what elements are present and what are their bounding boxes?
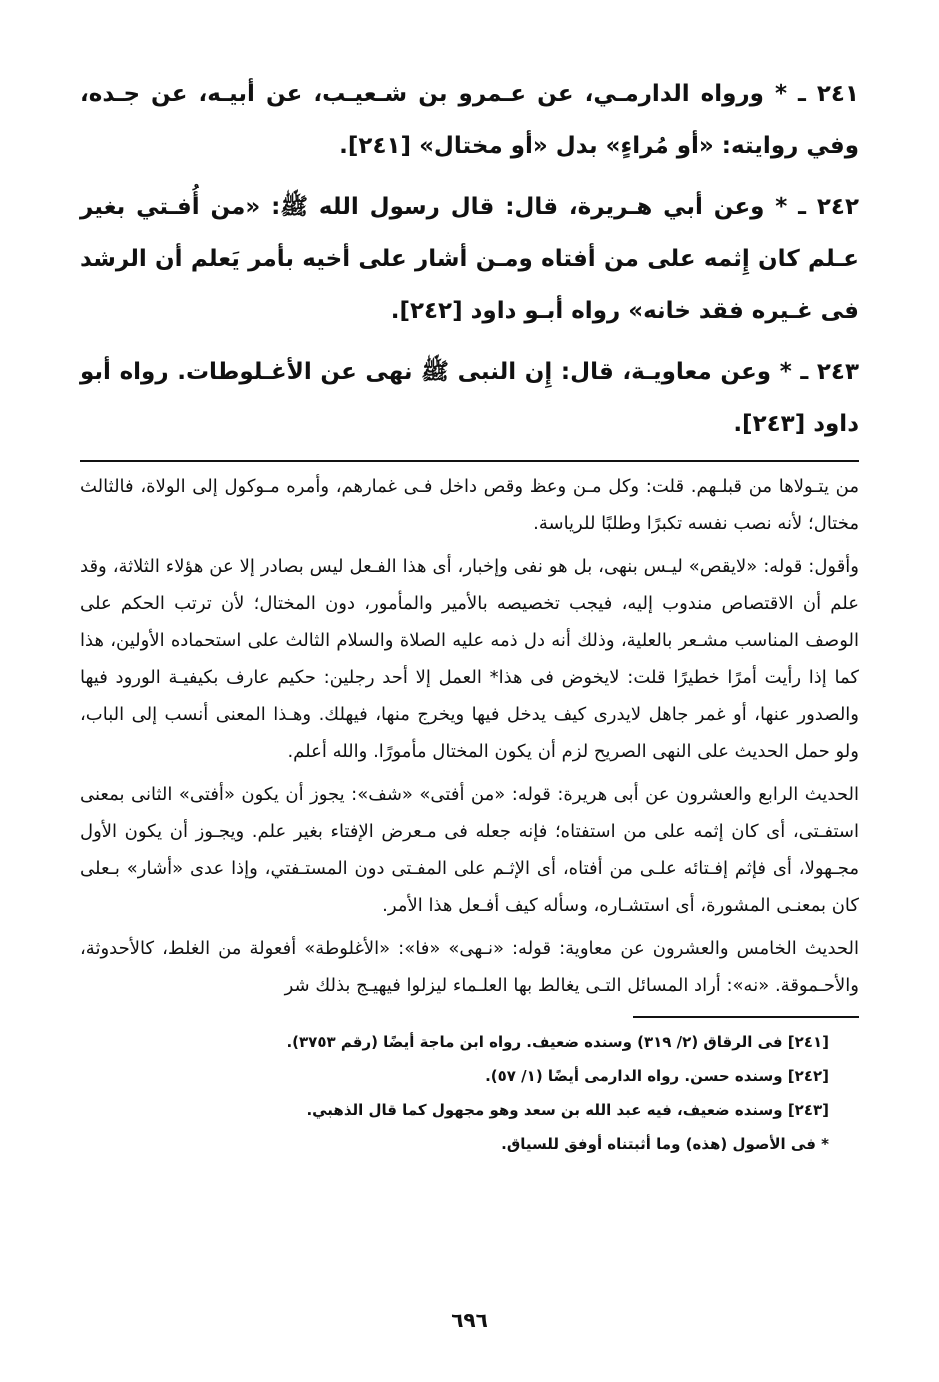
commentary-section xyxy=(80,468,859,1004)
hadith-242: ٢٤٢ ـ * وعن أبي هـريرة، قال: قال رسول الله ﷺ: «من أُفـتي بغير عـلم كان إِثمه على من أفتاه ومـن أشار على أخيه بأمر يَعلم أن الرشد فى غـيره فقد خانه» رواه أبـو داود [٢٤٢]. xyxy=(80,194,859,324)
commentary-paragraph: وأقول: قوله: «لايقص» ليـس بنهى، بل هو نفى وإخبار، أى هذا الفـعل ليس بصادر إلا عن هؤلاء الثلاثة، وقد علم أن الاقتصاص مندوب إليه، فيجب تخصيصه بالأمير والمأمور، دون المختال؛ لأن ترتب الحكم على الوصف المناسب مشـعر بالعلية، وذلك أنه دل ذمه عليه الصلاة والسلام الثالث على استحماده الأولين، هذا كما إذا رأيت أمرًا خطيرًا قلت: لايخوض فى هذا* العمل إلا أحد رجلين: حكيم عارف بكيفيـة الورود فيها والصدور عنها، أو غمر جاهل لايدرى كيف يدخل فيها ويخرج منها، فيهلك. وهـذا المعنى أنسب إلى الباب، ولو حمل الحديث على النهى الصريح لزم أن يكون المختال مأمورًا. والله أعلم. xyxy=(80,556,859,762)
footnote-divider xyxy=(633,1016,859,1018)
hadith-243: ٢٤٣ ـ * وعن معاويـة، قال: إِن النبى ﷺ نهى عن الأغـلوطات. رواه أبو داود [٢٤٣]. xyxy=(80,359,859,437)
section-divider xyxy=(80,460,859,462)
commentary-paragraph: الحديث الخامس والعشرون عن معاوية: قوله: «نـهى» «فا»: «الأغلوطة» أفعولة من الغلط، كالأحدوثة، والأحـموقة. «نه»: أراد المسائل التـى يغالط بها العلـماء ليزلوا فيهيـج بذلك شر xyxy=(80,938,859,996)
footnote-242: [٢٤٢] وسنده حسن. رواه الدارمى أيضًا (١/ ٥٧). xyxy=(485,1067,829,1085)
footnotes xyxy=(80,1032,859,1154)
footnote-asterisk: * فى الأصول (هذه) وما أثبتناه أوفق للسياق. xyxy=(501,1135,829,1153)
footnote-243: [٢٤٣] وسنده ضعيف، فيه عبد الله بن سعد وهو مجهول كما قال الذهبي. xyxy=(306,1101,829,1119)
hadith-241: ٢٤١ ـ * ورواه الدارمـي، عن عـمرو بن شـعيـب، عن أبيـه، عن جـده، وفي روايته: «أو مُراءٍ» بدل «أو مختال» [٢٤١]. xyxy=(80,81,859,159)
commentary-paragraph: الحديث الرابع والعشرون عن أبى هريرة: قوله: «من أفتى» «شف»: يجوز أن يكون «أفتى» الثانى بمعنى استفـتى، أى كان إثمه على من استفتاه؛ فإنه جعله فى مـعرض الإفتاء بغير علم. ويجـوز أن يكون الأول مجـهولا، أى فإثم إفـتائه علـى من أفتاه، أى الإثـم على المفـتى دون المستـفتي، وإذا عدى «أشار» بـعلى كان بمعنـى المشورة، أى استشـاره، وسأله كيف أفـعل هذا الأمر. xyxy=(80,784,859,916)
page-number: ٦٩٦ xyxy=(451,1308,488,1332)
footnote-241: [٢٤١] فى الرقاق (٢/ ٣١٩) وسنده ضعيف. رواه ابن ماجة أيضًا (رقم ٣٧٥٣). xyxy=(286,1033,829,1051)
hadith-section xyxy=(80,68,859,450)
commentary-paragraph: من يتـولاها من قبلـهم. قلت: وكل مـن وعظ وقص داخل فـى غمارهم، وأمره مـوكول إلى الولاة، فالثالث مختال؛ لأنه نصب نفسه تكبرًا وطلبًا للرياسة. xyxy=(80,476,859,534)
